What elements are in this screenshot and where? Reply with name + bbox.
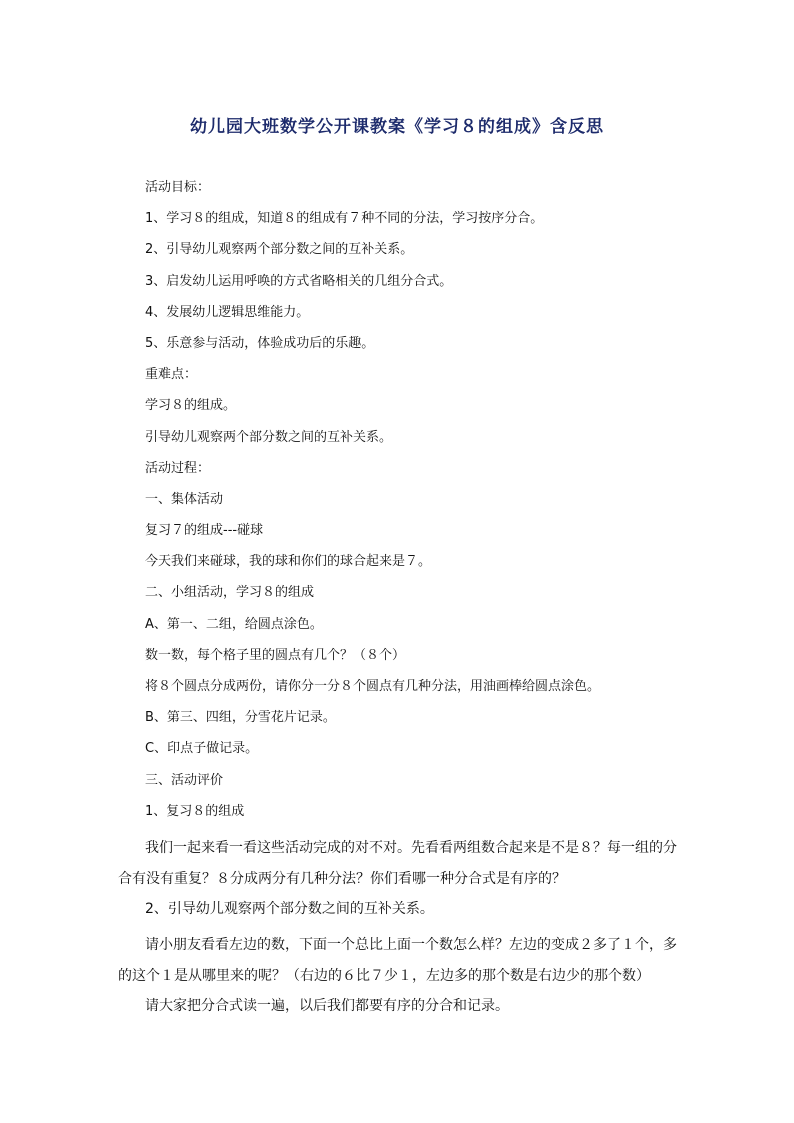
paragraph: 1、复习８的组成 <box>145 803 245 819</box>
paragraph: 将８个圆点分成两份，请你分一分８个圆点有几种分法，用油画棒给圆点涂色。 <box>145 679 601 694</box>
paragraph: 3、启发幼儿运用呼唤的方式省略相关的几组分合式。 <box>145 273 453 289</box>
paragraph: 今天我们来碰球，我的球和你们的球合起来是７。 <box>145 554 432 570</box>
paragraph: 二、小组活动，学习８的组成 <box>145 585 315 601</box>
paragraph: C、印点子做记录。 <box>145 741 259 757</box>
paragraph: 活动目标： <box>145 180 211 195</box>
paragraph: 请大家把分合式读一遍，以后我们都要有序的分合和记录。 <box>145 998 509 1015</box>
paragraph: 1、学习８的组成，知道８的组成有７种不同的分法，学习按序分合。 <box>145 211 544 227</box>
paragraph: 2、引导幼儿观察两个部分数之间的互补关系。 <box>145 242 414 258</box>
paragraph: 我们一起来看一看这些活动完成的对不对。先看看两组数合起来是不是８？每一组的分合有没有重复？８分成两分有几种分法？你们看哪一种分合式是有序的？ <box>118 839 677 887</box>
paragraph: A、第一、二组，给圆点涂色。 <box>145 616 323 632</box>
paragraph: 活动过程： <box>145 460 211 476</box>
document-body <box>118 178 680 1027</box>
paragraph: 5、乐意参与活动，体验成功后的乐趣。 <box>145 335 375 351</box>
paragraph: 重难点： <box>145 367 198 383</box>
paragraph: 复习７的组成---碰球 <box>145 523 264 539</box>
paragraph: 4、发展幼儿逻辑思维能力。 <box>145 304 310 320</box>
paragraph: 数一数，每个格子里的圆点有几个？（８个） <box>145 647 406 663</box>
paragraph: 学习８的组成。 <box>145 398 237 414</box>
paragraph: 一、集体活动 <box>145 491 224 507</box>
paragraph: 三、活动评价 <box>145 772 224 788</box>
document-title: 幼儿园大班数学公开课教案《学习８的组成》含反思 <box>190 117 604 137</box>
paragraph: 请小朋友看看左边的数，下面一个总比上面一个数怎么样？左边的变成２多了１个，多的这个１是从哪里来的呢？（右边的６比７少１，左边多的那个数是右边少的那个数） <box>118 937 677 985</box>
paragraph: B、第三、四组，分雪花片记录。 <box>145 710 336 726</box>
paragraph: 引导幼儿观察两个部分数之间的互补关系。 <box>145 429 393 445</box>
paragraph: 2、引导幼儿观察两个部分数之间的互补关系。 <box>145 900 434 917</box>
